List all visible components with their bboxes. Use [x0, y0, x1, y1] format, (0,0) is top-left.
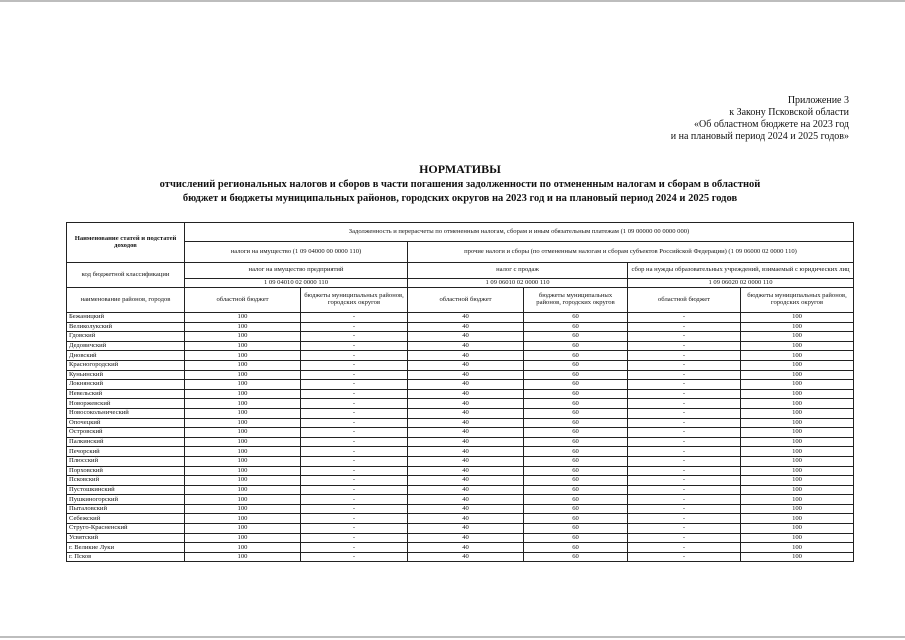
normative-value: - — [301, 514, 408, 524]
normative-value: 40 — [408, 370, 524, 380]
normative-value: 100 — [185, 504, 301, 514]
normative-value: 100 — [185, 447, 301, 457]
normative-value: - — [301, 437, 408, 447]
normative-value: 100 — [741, 370, 854, 380]
normative-value: 100 — [741, 341, 854, 351]
district-name: Пыталовский — [67, 504, 185, 514]
normative-value: 60 — [524, 514, 628, 524]
normative-value: - — [628, 380, 741, 390]
header-code-3: 1 09 06020 02 0000 110 — [628, 279, 854, 288]
table-row — [67, 332, 854, 342]
table-row — [67, 322, 854, 332]
table-row — [67, 485, 854, 495]
table-row — [67, 360, 854, 370]
normative-value: - — [628, 408, 741, 418]
appendix-block — [671, 95, 849, 143]
district-name: Куньинский — [67, 370, 185, 380]
table-row — [67, 447, 854, 457]
normative-value: - — [301, 533, 408, 543]
normative-value: - — [628, 313, 741, 323]
normative-value: - — [301, 504, 408, 514]
scan-top-edge — [0, 0, 905, 2]
normative-value: 40 — [408, 533, 524, 543]
table-row — [67, 428, 854, 438]
normative-value: 100 — [185, 399, 301, 409]
normative-value: - — [628, 514, 741, 524]
normative-value: 100 — [741, 485, 854, 495]
normative-value: 100 — [185, 332, 301, 342]
normative-value: - — [628, 447, 741, 457]
table-row — [67, 341, 854, 351]
normative-value: 40 — [408, 332, 524, 342]
table-row — [67, 552, 854, 562]
district-name: Струго-Красненский — [67, 524, 185, 534]
header-code-2: 1 09 06010 02 0000 110 — [408, 279, 628, 288]
appendix-line: Приложение 3 — [787, 95, 849, 106]
header-sub-education-fee: сбор на нужды образовательных учреждений, взимаемый с юридических лиц — [628, 263, 854, 279]
normative-value: 100 — [185, 514, 301, 524]
header-code-1: 1 09 04010 02 0000 110 — [185, 279, 408, 288]
normative-value: 100 — [741, 514, 854, 524]
table-row — [67, 504, 854, 514]
district-name: г. Великие Луки — [67, 543, 185, 553]
table-row — [67, 476, 854, 486]
appendix-line: «Об областном бюджете на 2023 год — [694, 119, 849, 130]
table-row — [67, 418, 854, 428]
normative-value: 60 — [524, 552, 628, 562]
normative-value: 60 — [524, 322, 628, 332]
document-title: НОРМАТИВЫ — [419, 162, 501, 176]
normative-value: 100 — [741, 322, 854, 332]
normative-value: 100 — [741, 543, 854, 553]
normative-value: - — [628, 485, 741, 495]
header-col-municipal: бюджеты муниципальных районов, городских округов — [741, 288, 854, 313]
normative-value: - — [301, 428, 408, 438]
district-name: Гдовский — [67, 332, 185, 342]
district-name: Плюсский — [67, 456, 185, 466]
normative-value: 100 — [741, 351, 854, 361]
normative-value: - — [301, 524, 408, 534]
district-name: Дновский — [67, 351, 185, 361]
normative-value: - — [628, 543, 741, 553]
normative-value: 100 — [741, 389, 854, 399]
normative-value: - — [628, 495, 741, 505]
district-name: Себежский — [67, 514, 185, 524]
normative-value: 60 — [524, 332, 628, 342]
table-row — [67, 408, 854, 418]
normative-value: - — [301, 332, 408, 342]
header-districts-label: наименование районов, городов — [67, 288, 185, 313]
normative-value: 40 — [408, 380, 524, 390]
normative-value: 40 — [408, 524, 524, 534]
district-name: Палкинский — [67, 437, 185, 447]
normative-value: 40 — [408, 447, 524, 457]
normative-value: 100 — [185, 485, 301, 495]
normative-value: 100 — [185, 456, 301, 466]
normative-value: - — [301, 408, 408, 418]
normative-value: - — [628, 428, 741, 438]
district-name: Великолукский — [67, 322, 185, 332]
district-name: г. Псков — [67, 552, 185, 562]
normative-value: 40 — [408, 504, 524, 514]
normative-value: 40 — [408, 428, 524, 438]
table-row — [67, 456, 854, 466]
normative-value: - — [301, 552, 408, 562]
normative-value: - — [301, 418, 408, 428]
normative-value: - — [628, 466, 741, 476]
normative-value: 40 — [408, 552, 524, 562]
normative-value: - — [628, 456, 741, 466]
normative-value: - — [301, 370, 408, 380]
header-col-regional: областной бюджет — [628, 288, 741, 313]
normative-value: - — [628, 341, 741, 351]
normative-value: 100 — [185, 437, 301, 447]
header-code-label: код бюджетной классификации — [67, 263, 185, 288]
table-row — [67, 437, 854, 447]
normative-value: - — [301, 322, 408, 332]
normative-value: 40 — [408, 543, 524, 553]
normative-value: 100 — [741, 418, 854, 428]
normative-value: - — [628, 370, 741, 380]
normative-value: 100 — [741, 399, 854, 409]
header-sub-property-tax: налог на имущество предприятий — [185, 263, 408, 279]
normative-value: - — [301, 476, 408, 486]
header-top: Задолженность и перерасчеты по отмененным налогам, сборам и иным обязательным платежам (1 09 00000 00 0000 000) — [185, 223, 854, 242]
normative-value: 60 — [524, 418, 628, 428]
header-col-municipal: бюджеты муниципальных районов, городских округов — [524, 288, 628, 313]
table-body — [67, 313, 854, 562]
normative-value: 100 — [741, 360, 854, 370]
normative-value: 40 — [408, 322, 524, 332]
normative-value: 60 — [524, 389, 628, 399]
normative-value: 60 — [524, 380, 628, 390]
normative-value: - — [628, 437, 741, 447]
district-name: Красногородский — [67, 360, 185, 370]
normative-value: 100 — [741, 476, 854, 486]
normative-value: - — [301, 543, 408, 553]
normative-value: 100 — [185, 418, 301, 428]
header-col-regional: областной бюджет — [185, 288, 301, 313]
table-row — [67, 370, 854, 380]
table-row — [67, 524, 854, 534]
normative-value: 40 — [408, 341, 524, 351]
district-name: Дедовичский — [67, 341, 185, 351]
normative-value: 100 — [185, 543, 301, 553]
table-row — [67, 543, 854, 553]
normative-value: 60 — [524, 313, 628, 323]
appendix-line: к Закону Псковской области — [729, 107, 849, 118]
normative-value: 60 — [524, 437, 628, 447]
normative-value: 60 — [524, 428, 628, 438]
table-row — [67, 533, 854, 543]
normative-value: 100 — [185, 552, 301, 562]
normative-value: 100 — [185, 466, 301, 476]
normative-value: 60 — [524, 408, 628, 418]
normative-value: - — [301, 380, 408, 390]
table-row — [67, 399, 854, 409]
normative-value: - — [628, 332, 741, 342]
normative-value: 60 — [524, 485, 628, 495]
normative-value: 100 — [185, 360, 301, 370]
normative-value: - — [301, 447, 408, 457]
normative-value: 60 — [524, 476, 628, 486]
normative-value: 40 — [408, 418, 524, 428]
normative-value: 100 — [741, 456, 854, 466]
normative-value: 40 — [408, 389, 524, 399]
normative-value: - — [628, 322, 741, 332]
district-name: Новосокольнический — [67, 408, 185, 418]
normative-value: 40 — [408, 495, 524, 505]
normative-value: 40 — [408, 485, 524, 495]
normative-value: 60 — [524, 504, 628, 514]
district-name: Островский — [67, 428, 185, 438]
normative-value: - — [628, 351, 741, 361]
table-row — [67, 380, 854, 390]
subtitle-line: отчислений региональных налогов и сборов в части погашения задолженности по отмененным налогам и сборам в областной — [159, 179, 761, 190]
normative-value: - — [628, 399, 741, 409]
normative-value: 60 — [524, 399, 628, 409]
table-row — [67, 466, 854, 476]
normative-value: 100 — [185, 370, 301, 380]
table-row — [67, 313, 854, 323]
header-sub-sales-tax: налог с продаж — [408, 263, 628, 279]
normative-value: - — [301, 351, 408, 361]
header-col-regional: областной бюджет — [408, 288, 524, 313]
district-name: Псковский — [67, 476, 185, 486]
normative-value: - — [628, 389, 741, 399]
normative-value: 60 — [524, 543, 628, 553]
normative-value: 100 — [741, 332, 854, 342]
normative-value: 60 — [524, 533, 628, 543]
normative-value: 100 — [185, 428, 301, 438]
normative-value: 100 — [185, 524, 301, 534]
normative-value: - — [628, 533, 741, 543]
normative-value: - — [628, 552, 741, 562]
normative-value: 40 — [408, 466, 524, 476]
normative-value: 60 — [524, 495, 628, 505]
normative-value: 100 — [185, 389, 301, 399]
normative-value: 100 — [185, 351, 301, 361]
normative-value: 40 — [408, 476, 524, 486]
normative-value: 100 — [185, 313, 301, 323]
normative-value: 40 — [408, 514, 524, 524]
normative-value: 100 — [741, 428, 854, 438]
table-row — [67, 514, 854, 524]
normative-value: 100 — [741, 408, 854, 418]
normative-value: 100 — [185, 322, 301, 332]
normative-value: 100 — [741, 495, 854, 505]
normative-value: 100 — [741, 524, 854, 534]
header-group-other-taxes: прочие налоги и сборы (по отмененным налогам и сборам субъектов Российской Федерации) (1 09 06000 02 0000 110) — [408, 242, 854, 263]
normative-value: - — [628, 524, 741, 534]
normative-value: - — [301, 456, 408, 466]
normative-value: 40 — [408, 313, 524, 323]
normative-value: 40 — [408, 437, 524, 447]
normatives-table — [66, 222, 854, 562]
normative-value: 60 — [524, 456, 628, 466]
normative-value: 100 — [185, 380, 301, 390]
normative-value: - — [301, 389, 408, 399]
normative-value: 100 — [741, 380, 854, 390]
normative-value: 60 — [524, 370, 628, 380]
normative-value: 60 — [524, 466, 628, 476]
district-name: Печорский — [67, 447, 185, 457]
normative-value: - — [301, 360, 408, 370]
normative-value: - — [628, 504, 741, 514]
district-name: Пустошкинский — [67, 485, 185, 495]
document-subtitle — [60, 178, 860, 206]
normative-value: 100 — [741, 437, 854, 447]
normative-value: - — [628, 476, 741, 486]
normative-value: 100 — [741, 533, 854, 543]
normative-value: - — [301, 495, 408, 505]
scan-bottom-edge — [0, 636, 905, 638]
normative-value: - — [301, 399, 408, 409]
normative-value: 60 — [524, 341, 628, 351]
normative-value: 40 — [408, 360, 524, 370]
normative-value: 40 — [408, 351, 524, 361]
normative-value: - — [301, 485, 408, 495]
header-col-municipal: бюджеты муниципальных районов, городских округов — [301, 288, 408, 313]
normative-value: 40 — [408, 456, 524, 466]
header-group-property-taxes: налоги на имущество (1 09 04000 00 0000 110) — [185, 242, 408, 263]
normative-value: 40 — [408, 399, 524, 409]
district-name: Локнянский — [67, 380, 185, 390]
table-row — [67, 495, 854, 505]
normative-value: 100 — [741, 447, 854, 457]
normative-value: 100 — [741, 552, 854, 562]
normative-value: 40 — [408, 408, 524, 418]
subtitle-line: бюджет и бюджеты муниципальных районов, городских округов на 2023 год и на плановый период 2024 и 2025 годов — [182, 193, 738, 204]
district-name: Новоржевский — [67, 399, 185, 409]
normative-value: 100 — [185, 408, 301, 418]
normative-value: 60 — [524, 351, 628, 361]
normative-value: - — [628, 360, 741, 370]
header-items: Наименование статей и подстатей доходов — [67, 223, 185, 263]
district-name: Порховский — [67, 466, 185, 476]
district-name: Бежаницкий — [67, 313, 185, 323]
normative-value: - — [301, 313, 408, 323]
normative-value: 100 — [741, 466, 854, 476]
district-name: Опочецкий — [67, 418, 185, 428]
normative-value: 100 — [741, 504, 854, 514]
table-row — [67, 351, 854, 361]
normative-value: 100 — [741, 313, 854, 323]
normative-value: 60 — [524, 360, 628, 370]
district-name: Усвятский — [67, 533, 185, 543]
normative-value: 100 — [185, 341, 301, 351]
normative-value: - — [628, 418, 741, 428]
district-name: Пушкиногорский — [67, 495, 185, 505]
normative-value: 100 — [185, 476, 301, 486]
normative-value: 100 — [185, 495, 301, 505]
normative-value: - — [301, 466, 408, 476]
normative-value: 60 — [524, 524, 628, 534]
appendix-line: и на плановый период 2024 и 2025 годов» — [670, 131, 849, 142]
table-row — [67, 389, 854, 399]
district-name: Невельский — [67, 389, 185, 399]
normative-value: 100 — [185, 533, 301, 543]
normative-value: 60 — [524, 447, 628, 457]
normative-value: - — [301, 341, 408, 351]
